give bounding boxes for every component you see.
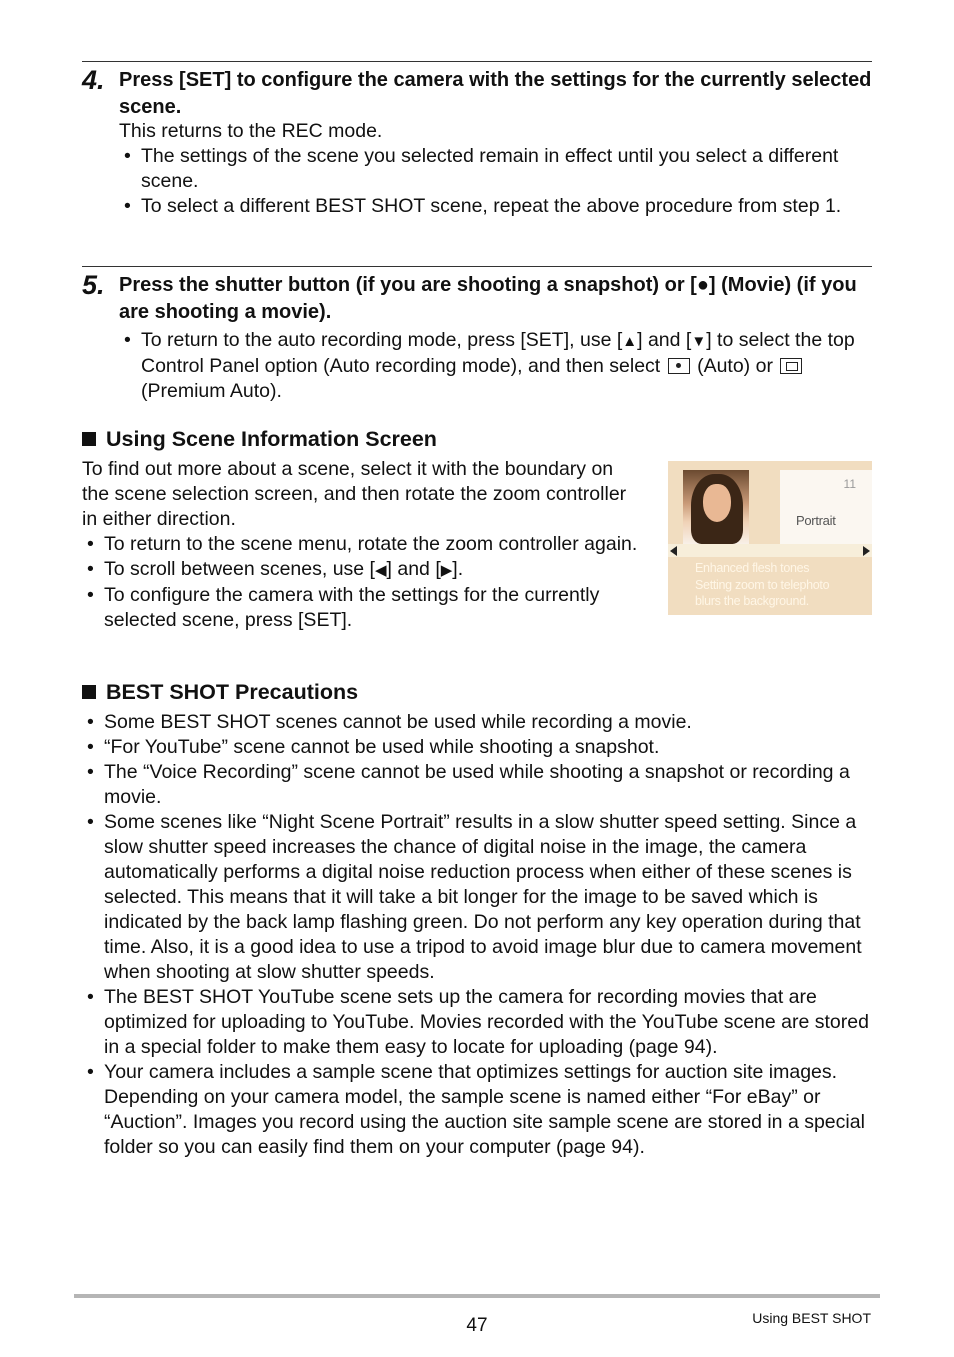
footer-section-label: Using BEST SHOT bbox=[752, 1310, 871, 1326]
step-text: This returns to the REC mode. bbox=[119, 120, 383, 142]
record-dot-icon: ● bbox=[696, 274, 709, 296]
list-item: • “For YouTube” scene cannot be used while shooting a snapshot. bbox=[82, 735, 872, 760]
list-item: • Some scenes like “Night Scene Portrait” results in a slow shutter speed setting. Since a slow shutter speed increases the chance of digital noise in the image, the camera automatically performs a digital noise reduction process when either of these scenes is selected. This means that it will take a bit longer for the image to be saved which is indicated by the back lamp flashing green. Do not perform any key operation during that time. Also, it is a good idea to use a tripod to avoid image blur due to camera movement when shooting at slow shutter speeds. bbox=[82, 810, 872, 985]
left-triangle-icon: ◀ bbox=[374, 562, 387, 579]
list-item: • To return to the scene menu, rotate the zoom controller again. bbox=[82, 532, 644, 557]
scene-info-screen-illustration bbox=[668, 461, 872, 615]
list-item: • To return to the auto recording mode, press [SET], use [▲] and [▼] to select the top Control Panel option (Auto recording mode), and then select (Auto) or (Premium Auto). bbox=[119, 328, 872, 404]
section-heading-precautions: BEST SHOT Precautions bbox=[82, 679, 358, 705]
square-bullet-icon bbox=[82, 432, 96, 446]
portrait-photo bbox=[683, 470, 749, 544]
step-title: Press the shutter button (if you are shooting a snapshot) or [●] (Movie) (if you are shooting a movie). bbox=[119, 274, 857, 323]
scene-description: Enhanced flesh tones Setting zoom to telephoto blurs the background. bbox=[695, 561, 830, 608]
scene-info-content bbox=[82, 457, 644, 633]
step-5 bbox=[82, 272, 872, 404]
square-bullet-icon bbox=[82, 685, 96, 699]
step-4 bbox=[82, 67, 872, 219]
premium-auto-icon bbox=[780, 358, 802, 374]
scene-name: Portrait bbox=[796, 513, 836, 528]
list-item: • The BEST SHOT YouTube scene sets up the camera for recording movies that are optimized for uploading to YouTube. Movies recorded with the YouTube scene are stored in a special folder to make them easy to locate for uploading (page 94). bbox=[82, 985, 872, 1060]
scene-number: 11 bbox=[843, 477, 856, 491]
section-heading-scene-info: Using Scene Information Screen bbox=[82, 426, 437, 452]
precautions-list bbox=[82, 710, 872, 1160]
list-item: • The “Voice Recording” scene cannot be used while shooting a snapshot or recording a movie. bbox=[82, 760, 872, 810]
list-item: • To scroll between scenes, use [◀] and [▶]. bbox=[82, 557, 644, 583]
right-arrow-icon bbox=[863, 546, 870, 556]
step-body bbox=[119, 119, 872, 219]
left-arrow-icon bbox=[670, 546, 677, 556]
step-number: 4. bbox=[82, 65, 105, 95]
footer-rule bbox=[74, 1294, 880, 1298]
right-triangle-icon: ▶ bbox=[440, 562, 453, 579]
step4-rule bbox=[82, 61, 872, 62]
down-triangle-icon: ▼ bbox=[691, 333, 707, 350]
step5-rule bbox=[82, 266, 872, 267]
list-item: • The settings of the scene you selected remain in effect until you select a different scene. bbox=[119, 144, 872, 194]
list-item: • To configure the camera with the settings for the currently selected scene, press [SET]. bbox=[82, 583, 644, 633]
auto-mode-icon bbox=[668, 358, 690, 374]
list-item: • To select a different BEST SHOT scene, repeat the above procedure from step 1. bbox=[119, 194, 872, 219]
page-number: 47 bbox=[466, 1315, 488, 1336]
step-number: 5. bbox=[82, 270, 105, 300]
up-triangle-icon: ▲ bbox=[622, 333, 638, 350]
step-body bbox=[119, 328, 872, 404]
list-item: • Some BEST SHOT scenes cannot be used while recording a movie. bbox=[82, 710, 872, 735]
scene-info-intro: To find out more about a scene, select it with the boundary on the scene selection screen, and then rotate the zoom controller in either direction. bbox=[82, 458, 627, 530]
list-item: • Your camera includes a sample scene that optimizes settings for auction site images. Depending on your camera model, the sample scene is named either “For eBay” or “Auction”. Images you record using the auction site sample scene are stored in a special folder so you can easily find them on your computer (page 94). bbox=[82, 1060, 872, 1160]
step-title: Press [SET] to configure the camera with the settings for the currently selected scene. bbox=[119, 69, 872, 118]
